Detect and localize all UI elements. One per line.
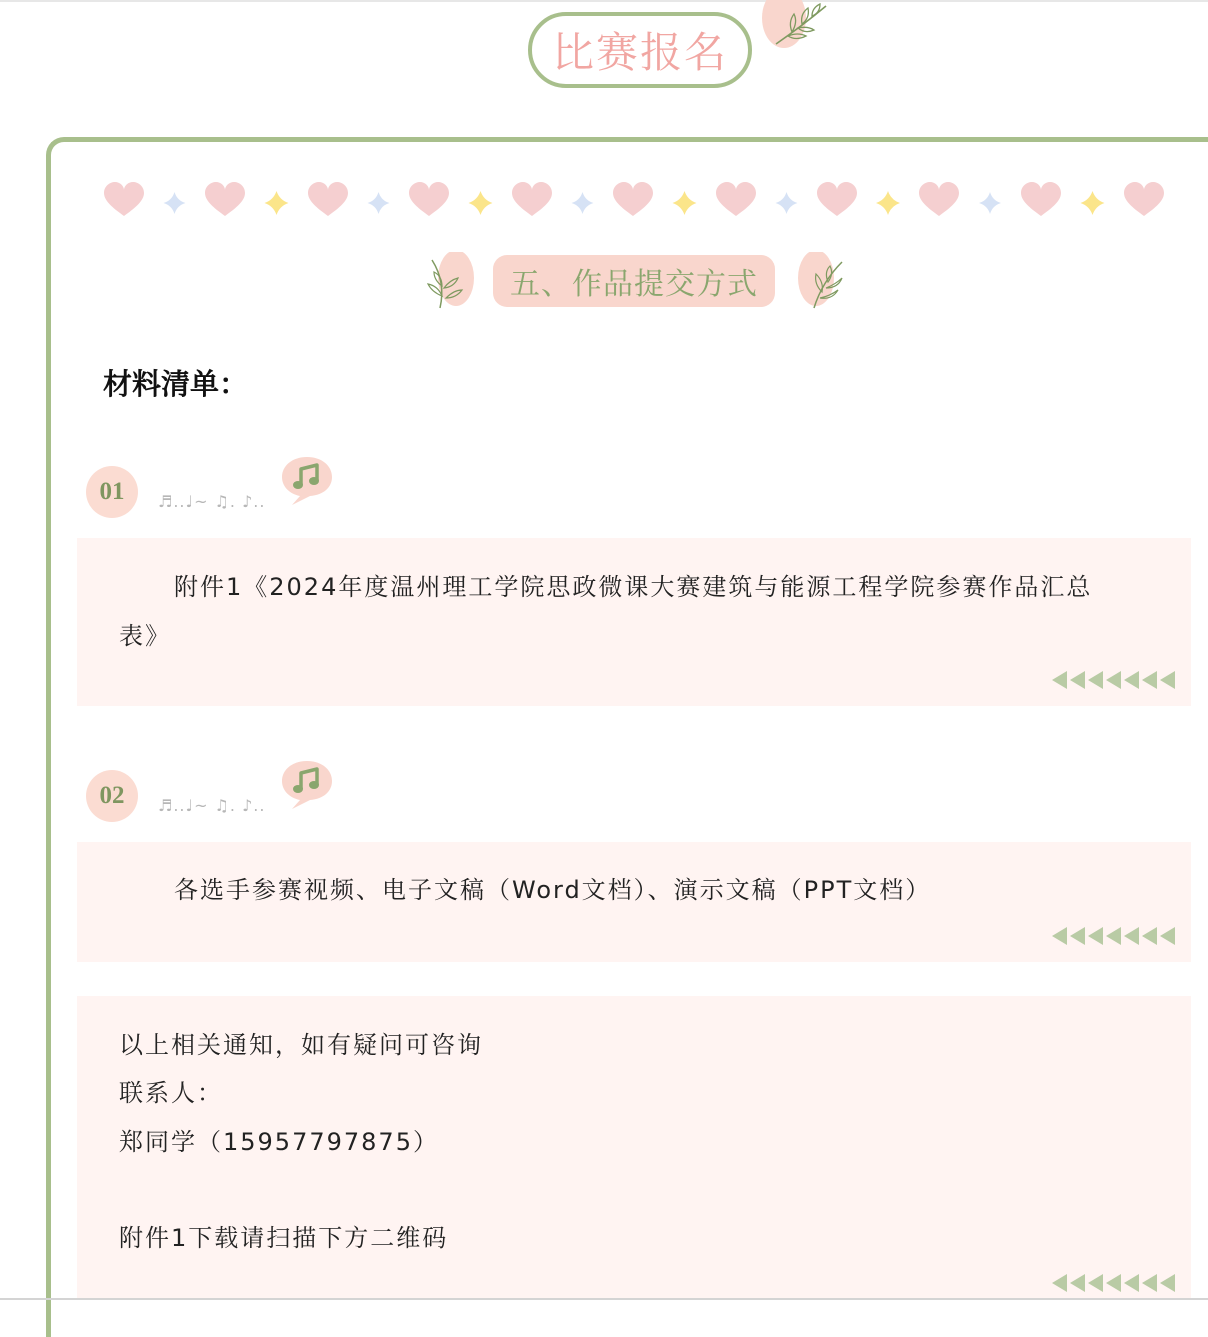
- sparkle-icon: [469, 191, 493, 215]
- contact-line4: 附件1下载请扫描下方二维码: [119, 1224, 449, 1252]
- leaf-icon: [792, 252, 852, 312]
- sparkle-icon: [876, 191, 900, 215]
- arrow-left-icon: [1052, 925, 1176, 947]
- contact-line3: 郑同学（15957797875）: [119, 1128, 439, 1156]
- item-text-line1: 各选手参赛视频、电子文稿（Word文档）、演示文稿（PPT文档）: [174, 876, 932, 904]
- sparkle-icon: [572, 192, 594, 214]
- arrow-left-icon: [1052, 1272, 1176, 1294]
- leaf-icon: [762, 0, 832, 55]
- contact-line2: 联系人：: [119, 1079, 223, 1107]
- heart-icon: [919, 182, 959, 216]
- contact-box: [77, 996, 1191, 1298]
- heart-icon: [1124, 182, 1164, 216]
- hearts-decoration: [100, 182, 1170, 222]
- heart-icon: [1021, 182, 1061, 216]
- item-text-line2: 表》: [119, 622, 171, 650]
- sparkle-icon: [979, 192, 1001, 214]
- heart-icon: [613, 182, 653, 216]
- item-number-badge: 01: [86, 466, 138, 518]
- heart-icon: [308, 182, 348, 216]
- sparkle-icon: [673, 191, 697, 215]
- heart-icon: [409, 182, 449, 216]
- music-note-icon: [280, 455, 334, 505]
- sparkle-icon: [265, 191, 289, 215]
- top-divider: [0, 0, 1208, 2]
- list-item: [77, 538, 1191, 706]
- heart-icon: [205, 182, 245, 216]
- sparkle-icon: [1081, 191, 1105, 215]
- contact-line1: 以上相关通知，如有疑问可咨询: [119, 1031, 483, 1059]
- sparkle-icon: [776, 192, 798, 214]
- arrow-left-icon: [1052, 669, 1176, 691]
- heart-icon: [716, 182, 756, 216]
- materials-heading: 材料清单：: [103, 367, 249, 401]
- heart-icon: [104, 182, 144, 216]
- music-notes-decoration: ♬..♩~ ♫. ♪..: [158, 492, 266, 511]
- music-notes-decoration: ♬..♩~ ♫. ♪..: [158, 796, 266, 815]
- heart-icon: [817, 182, 857, 216]
- section-title: 五、作品提交方式: [493, 255, 775, 307]
- page-title: 比赛报名: [528, 12, 752, 88]
- sparkle-icon: [368, 192, 390, 214]
- item-text-line1: 附件1《2024年度温州理工学院思政微课大赛建筑与能源工程学院参赛作品汇总: [174, 573, 1093, 601]
- music-note-icon: [280, 759, 334, 809]
- list-item: [77, 842, 1191, 962]
- item-number-badge: 02: [86, 770, 138, 822]
- leaf-icon: [420, 252, 480, 312]
- bottom-divider: [0, 1298, 1208, 1300]
- heart-icon: [512, 182, 552, 216]
- sparkle-icon: [164, 192, 186, 214]
